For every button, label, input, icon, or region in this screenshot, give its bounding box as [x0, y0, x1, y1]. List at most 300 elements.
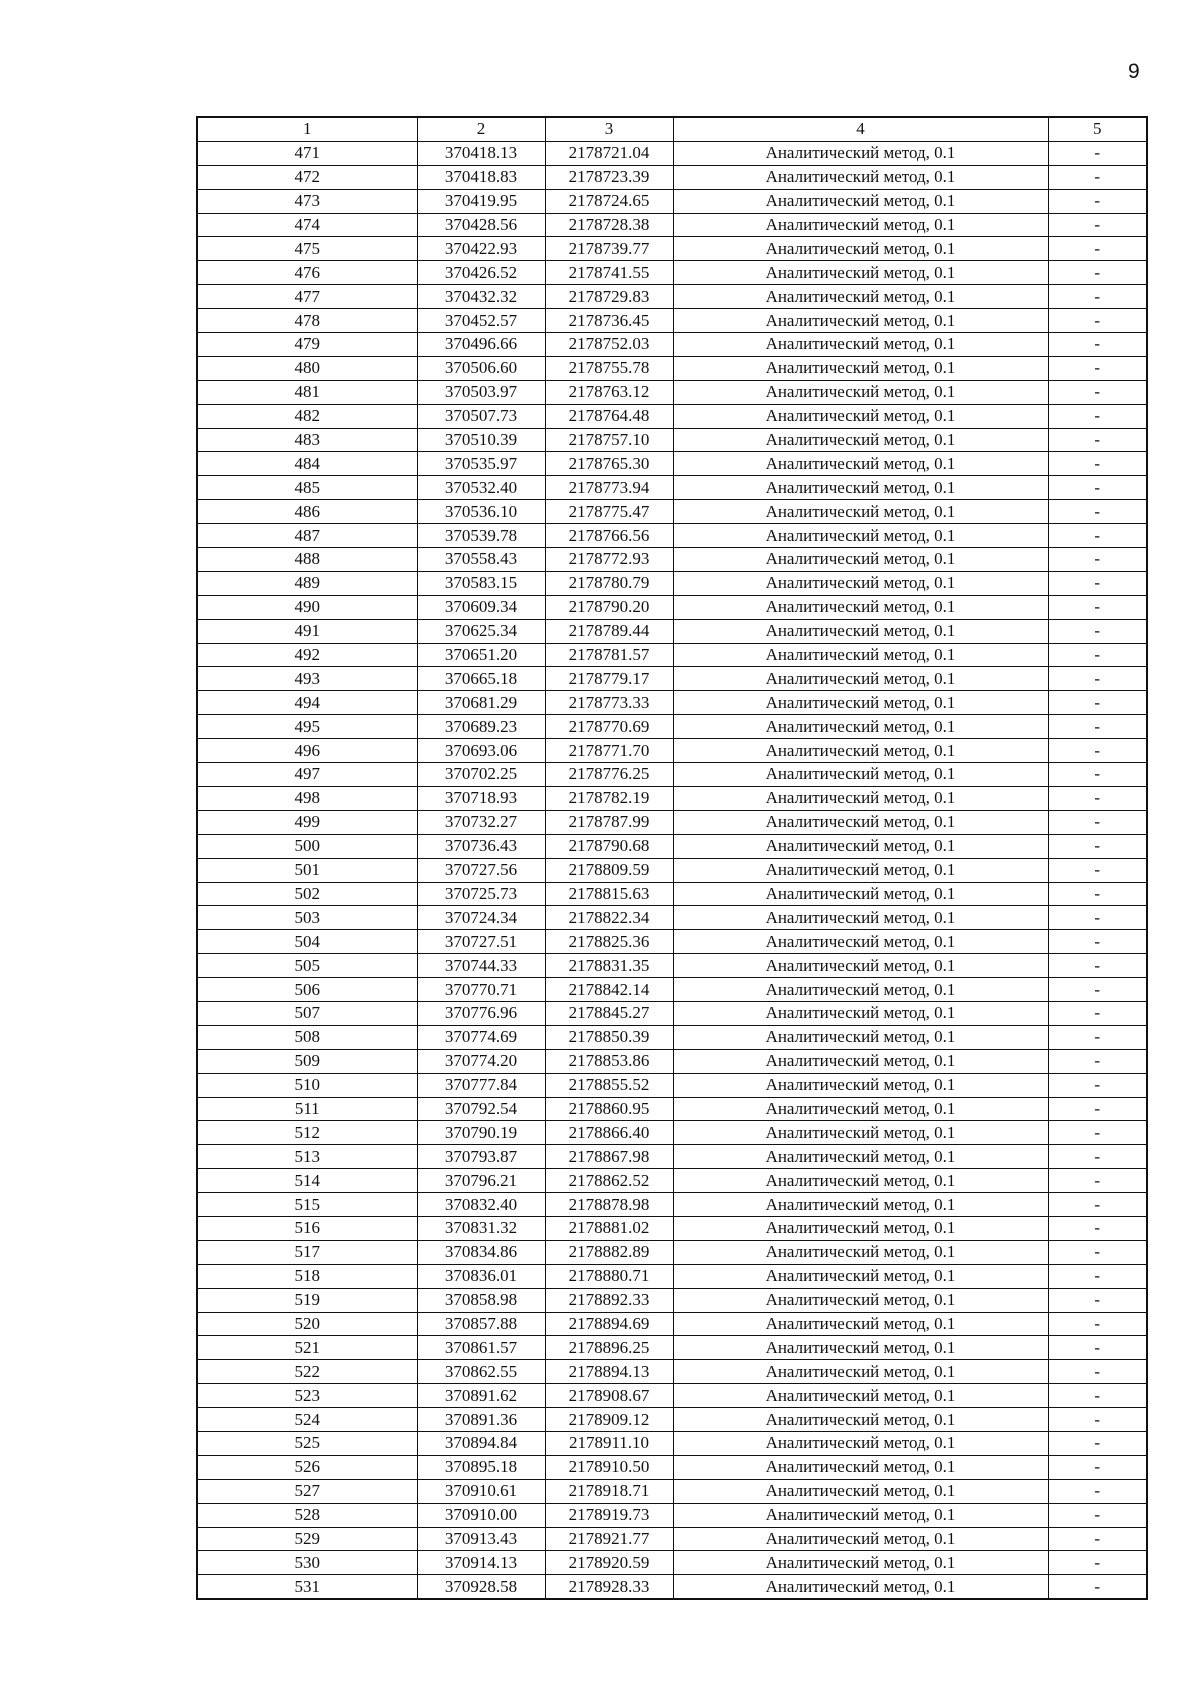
- point-number-cell: 480: [197, 356, 417, 380]
- x-coordinate-cell: 370776.96: [417, 1001, 545, 1025]
- y-coordinate-cell: 2178782.19: [545, 786, 673, 810]
- table-row: [197, 1121, 1147, 1145]
- point-number-cell: 526: [197, 1455, 417, 1479]
- table-row: [197, 810, 1147, 834]
- y-coordinate-cell: 2178894.69: [545, 1312, 673, 1336]
- method-cell: Аналитический метод, 0.1: [673, 882, 1048, 906]
- x-coordinate-cell: 370419.95: [417, 189, 545, 213]
- y-coordinate-cell: 2178729.83: [545, 285, 673, 309]
- method-cell: Аналитический метод, 0.1: [673, 1575, 1048, 1599]
- note-cell: -: [1048, 1073, 1147, 1097]
- method-cell: Аналитический метод, 0.1: [673, 1455, 1048, 1479]
- point-number-cell: 482: [197, 404, 417, 428]
- point-number-cell: 488: [197, 548, 417, 572]
- method-cell: Аналитический метод, 0.1: [673, 571, 1048, 595]
- table-row: [197, 1527, 1147, 1551]
- method-cell: Аналитический метод, 0.1: [673, 404, 1048, 428]
- table-row: [197, 1503, 1147, 1527]
- point-number-cell: 478: [197, 309, 417, 333]
- point-number-cell: 523: [197, 1384, 417, 1408]
- x-coordinate-cell: 370894.84: [417, 1431, 545, 1455]
- table-row: [197, 1001, 1147, 1025]
- method-cell: Аналитический метод, 0.1: [673, 786, 1048, 810]
- coordinates-table: [196, 116, 1148, 1600]
- table-row: [197, 1073, 1147, 1097]
- x-coordinate-cell: 370418.83: [417, 165, 545, 189]
- note-cell: -: [1048, 1312, 1147, 1336]
- point-number-cell: 474: [197, 213, 417, 237]
- y-coordinate-cell: 2178773.94: [545, 476, 673, 500]
- y-coordinate-cell: 2178770.69: [545, 715, 673, 739]
- point-number-cell: 530: [197, 1551, 417, 1575]
- method-cell: Аналитический метод, 0.1: [673, 667, 1048, 691]
- note-cell: -: [1048, 356, 1147, 380]
- x-coordinate-cell: 370665.18: [417, 667, 545, 691]
- point-number-cell: 513: [197, 1145, 417, 1169]
- table-row: [197, 882, 1147, 906]
- table-body: [197, 141, 1147, 1599]
- x-coordinate-cell: 370432.32: [417, 285, 545, 309]
- point-number-cell: 521: [197, 1336, 417, 1360]
- y-coordinate-cell: 2178896.25: [545, 1336, 673, 1360]
- x-coordinate-cell: 370792.54: [417, 1097, 545, 1121]
- method-cell: Аналитический метод, 0.1: [673, 380, 1048, 404]
- table-row: [197, 906, 1147, 930]
- x-coordinate-cell: 370625.34: [417, 619, 545, 643]
- table-row: [197, 261, 1147, 285]
- x-coordinate-cell: 370832.40: [417, 1193, 545, 1217]
- table-row: [197, 189, 1147, 213]
- y-coordinate-cell: 2178763.12: [545, 380, 673, 404]
- note-cell: -: [1048, 786, 1147, 810]
- y-coordinate-cell: 2178845.27: [545, 1001, 673, 1025]
- method-cell: Аналитический метод, 0.1: [673, 476, 1048, 500]
- table-row: [197, 500, 1147, 524]
- point-number-cell: 528: [197, 1503, 417, 1527]
- table-row: [197, 1049, 1147, 1073]
- x-coordinate-cell: 370774.69: [417, 1025, 545, 1049]
- note-cell: -: [1048, 428, 1147, 452]
- point-number-cell: 517: [197, 1240, 417, 1264]
- note-cell: -: [1048, 1169, 1147, 1193]
- method-cell: Аналитический метод, 0.1: [673, 1503, 1048, 1527]
- point-number-cell: 525: [197, 1431, 417, 1455]
- method-cell: Аналитический метод, 0.1: [673, 1336, 1048, 1360]
- note-cell: -: [1048, 213, 1147, 237]
- y-coordinate-cell: 2178815.63: [545, 882, 673, 906]
- point-number-cell: 473: [197, 189, 417, 213]
- note-cell: -: [1048, 548, 1147, 572]
- x-coordinate-cell: 370895.18: [417, 1455, 545, 1479]
- table-row: [197, 548, 1147, 572]
- point-number-cell: 501: [197, 858, 417, 882]
- column-header-3: 3: [545, 117, 673, 141]
- table-header-row: [197, 117, 1147, 141]
- y-coordinate-cell: 2178892.33: [545, 1288, 673, 1312]
- point-number-cell: 510: [197, 1073, 417, 1097]
- point-number-cell: 509: [197, 1049, 417, 1073]
- note-cell: -: [1048, 380, 1147, 404]
- x-coordinate-cell: 370536.10: [417, 500, 545, 524]
- y-coordinate-cell: 2178850.39: [545, 1025, 673, 1049]
- table-row: [197, 428, 1147, 452]
- note-cell: -: [1048, 1455, 1147, 1479]
- table-row: [197, 786, 1147, 810]
- note-cell: -: [1048, 333, 1147, 357]
- note-cell: -: [1048, 1193, 1147, 1217]
- table-row: [197, 141, 1147, 165]
- note-cell: -: [1048, 261, 1147, 285]
- method-cell: Аналитический метод, 0.1: [673, 906, 1048, 930]
- point-number-cell: 475: [197, 237, 417, 261]
- table-row: [197, 1455, 1147, 1479]
- point-number-cell: 493: [197, 667, 417, 691]
- point-number-cell: 500: [197, 834, 417, 858]
- note-cell: -: [1048, 1503, 1147, 1527]
- table-row: [197, 1025, 1147, 1049]
- note-cell: -: [1048, 237, 1147, 261]
- point-number-cell: 502: [197, 882, 417, 906]
- method-cell: Аналитический метод, 0.1: [673, 1479, 1048, 1503]
- point-number-cell: 524: [197, 1408, 417, 1432]
- y-coordinate-cell: 2178880.71: [545, 1264, 673, 1288]
- point-number-cell: 484: [197, 452, 417, 476]
- note-cell: -: [1048, 1025, 1147, 1049]
- x-coordinate-cell: 370507.73: [417, 404, 545, 428]
- method-cell: Аналитический метод, 0.1: [673, 237, 1048, 261]
- note-cell: -: [1048, 882, 1147, 906]
- x-coordinate-cell: 370532.40: [417, 476, 545, 500]
- y-coordinate-cell: 2178764.48: [545, 404, 673, 428]
- y-coordinate-cell: 2178862.52: [545, 1169, 673, 1193]
- point-number-cell: 507: [197, 1001, 417, 1025]
- table-row: [197, 165, 1147, 189]
- table-row: [197, 1264, 1147, 1288]
- note-cell: -: [1048, 285, 1147, 309]
- x-coordinate-cell: 370503.97: [417, 380, 545, 404]
- y-coordinate-cell: 2178894.13: [545, 1360, 673, 1384]
- y-coordinate-cell: 2178723.39: [545, 165, 673, 189]
- note-cell: -: [1048, 1408, 1147, 1432]
- point-number-cell: 479: [197, 333, 417, 357]
- x-coordinate-cell: 370418.13: [417, 141, 545, 165]
- method-cell: Аналитический метод, 0.1: [673, 1169, 1048, 1193]
- point-number-cell: 512: [197, 1121, 417, 1145]
- y-coordinate-cell: 2178842.14: [545, 978, 673, 1002]
- method-cell: Аналитический метод, 0.1: [673, 1551, 1048, 1575]
- table-row: [197, 333, 1147, 357]
- method-cell: Аналитический метод, 0.1: [673, 309, 1048, 333]
- method-cell: Аналитический метод, 0.1: [673, 1073, 1048, 1097]
- x-coordinate-cell: 370831.32: [417, 1216, 545, 1240]
- note-cell: -: [1048, 1575, 1147, 1599]
- method-cell: Аналитический метод, 0.1: [673, 500, 1048, 524]
- x-coordinate-cell: 370428.56: [417, 213, 545, 237]
- note-cell: -: [1048, 141, 1147, 165]
- point-number-cell: 503: [197, 906, 417, 930]
- point-number-cell: 515: [197, 1193, 417, 1217]
- table-row: [197, 356, 1147, 380]
- y-coordinate-cell: 2178928.33: [545, 1575, 673, 1599]
- table-row: [197, 763, 1147, 787]
- y-coordinate-cell: 2178771.70: [545, 739, 673, 763]
- table-row: [197, 309, 1147, 333]
- table-row: [197, 715, 1147, 739]
- x-coordinate-cell: 370681.29: [417, 691, 545, 715]
- point-number-cell: 519: [197, 1288, 417, 1312]
- note-cell: -: [1048, 930, 1147, 954]
- point-number-cell: 520: [197, 1312, 417, 1336]
- table-row: [197, 452, 1147, 476]
- method-cell: Аналитический метод, 0.1: [673, 954, 1048, 978]
- x-coordinate-cell: 370736.43: [417, 834, 545, 858]
- point-number-cell: 506: [197, 978, 417, 1002]
- method-cell: Аналитический метод, 0.1: [673, 356, 1048, 380]
- table-row: [197, 1193, 1147, 1217]
- point-number-cell: 498: [197, 786, 417, 810]
- x-coordinate-cell: 370914.13: [417, 1551, 545, 1575]
- x-coordinate-cell: 370913.43: [417, 1527, 545, 1551]
- table-row: [197, 858, 1147, 882]
- point-number-cell: 511: [197, 1097, 417, 1121]
- note-cell: -: [1048, 165, 1147, 189]
- x-coordinate-cell: 370891.36: [417, 1408, 545, 1432]
- method-cell: Аналитический метод, 0.1: [673, 715, 1048, 739]
- method-cell: Аналитический метод, 0.1: [673, 739, 1048, 763]
- table-row: [197, 1097, 1147, 1121]
- point-number-cell: 496: [197, 739, 417, 763]
- y-coordinate-cell: 2178881.02: [545, 1216, 673, 1240]
- table-row: [197, 978, 1147, 1002]
- point-number-cell: 529: [197, 1527, 417, 1551]
- x-coordinate-cell: 370770.71: [417, 978, 545, 1002]
- y-coordinate-cell: 2178921.77: [545, 1527, 673, 1551]
- x-coordinate-cell: 370910.00: [417, 1503, 545, 1527]
- point-number-cell: 494: [197, 691, 417, 715]
- note-cell: -: [1048, 571, 1147, 595]
- y-coordinate-cell: 2178790.68: [545, 834, 673, 858]
- note-cell: -: [1048, 1145, 1147, 1169]
- x-coordinate-cell: 370510.39: [417, 428, 545, 452]
- note-cell: -: [1048, 476, 1147, 500]
- method-cell: Аналитический метод, 0.1: [673, 763, 1048, 787]
- table-row: [197, 213, 1147, 237]
- x-coordinate-cell: 370777.84: [417, 1073, 545, 1097]
- table-row: [197, 595, 1147, 619]
- y-coordinate-cell: 2178919.73: [545, 1503, 673, 1527]
- point-number-cell: 522: [197, 1360, 417, 1384]
- x-coordinate-cell: 370857.88: [417, 1312, 545, 1336]
- note-cell: -: [1048, 691, 1147, 715]
- method-cell: Аналитический метод, 0.1: [673, 1384, 1048, 1408]
- point-number-cell: 514: [197, 1169, 417, 1193]
- y-coordinate-cell: 2178772.93: [545, 548, 673, 572]
- y-coordinate-cell: 2178721.04: [545, 141, 673, 165]
- y-coordinate-cell: 2178780.79: [545, 571, 673, 595]
- y-coordinate-cell: 2178787.99: [545, 810, 673, 834]
- method-cell: Аналитический метод, 0.1: [673, 1312, 1048, 1336]
- table-row: [197, 930, 1147, 954]
- y-coordinate-cell: 2178789.44: [545, 619, 673, 643]
- note-cell: -: [1048, 500, 1147, 524]
- y-coordinate-cell: 2178866.40: [545, 1121, 673, 1145]
- note-cell: -: [1048, 1216, 1147, 1240]
- note-cell: -: [1048, 834, 1147, 858]
- x-coordinate-cell: 370727.51: [417, 930, 545, 954]
- point-number-cell: 505: [197, 954, 417, 978]
- note-cell: -: [1048, 1336, 1147, 1360]
- point-number-cell: 487: [197, 524, 417, 548]
- note-cell: -: [1048, 1360, 1147, 1384]
- note-cell: -: [1048, 1479, 1147, 1503]
- y-coordinate-cell: 2178918.71: [545, 1479, 673, 1503]
- point-number-cell: 489: [197, 571, 417, 595]
- method-cell: Аналитический метод, 0.1: [673, 1288, 1048, 1312]
- method-cell: Аналитический метод, 0.1: [673, 213, 1048, 237]
- point-number-cell: 527: [197, 1479, 417, 1503]
- method-cell: Аналитический метод, 0.1: [673, 1216, 1048, 1240]
- y-coordinate-cell: 2178910.50: [545, 1455, 673, 1479]
- method-cell: Аналитический метод, 0.1: [673, 165, 1048, 189]
- note-cell: -: [1048, 619, 1147, 643]
- table-row: [197, 643, 1147, 667]
- y-coordinate-cell: 2178724.65: [545, 189, 673, 213]
- table-row: [197, 619, 1147, 643]
- point-number-cell: 508: [197, 1025, 417, 1049]
- note-cell: -: [1048, 954, 1147, 978]
- note-cell: -: [1048, 309, 1147, 333]
- table-row: [197, 404, 1147, 428]
- y-coordinate-cell: 2178822.34: [545, 906, 673, 930]
- point-number-cell: 497: [197, 763, 417, 787]
- method-cell: Аналитический метод, 0.1: [673, 1360, 1048, 1384]
- x-coordinate-cell: 370725.73: [417, 882, 545, 906]
- x-coordinate-cell: 370724.34: [417, 906, 545, 930]
- method-cell: Аналитический метод, 0.1: [673, 189, 1048, 213]
- x-coordinate-cell: 370689.23: [417, 715, 545, 739]
- note-cell: -: [1048, 595, 1147, 619]
- y-coordinate-cell: 2178790.20: [545, 595, 673, 619]
- table-row: [197, 1169, 1147, 1193]
- note-cell: -: [1048, 643, 1147, 667]
- point-number-cell: 483: [197, 428, 417, 452]
- table-row: [197, 1240, 1147, 1264]
- table-row: [197, 1408, 1147, 1432]
- x-coordinate-cell: 370693.06: [417, 739, 545, 763]
- y-coordinate-cell: 2178831.35: [545, 954, 673, 978]
- note-cell: -: [1048, 452, 1147, 476]
- method-cell: Аналитический метод, 0.1: [673, 141, 1048, 165]
- note-cell: -: [1048, 1264, 1147, 1288]
- x-coordinate-cell: 370539.78: [417, 524, 545, 548]
- note-cell: -: [1048, 1097, 1147, 1121]
- table-row: [197, 1384, 1147, 1408]
- table-row: [197, 1551, 1147, 1575]
- y-coordinate-cell: 2178909.12: [545, 1408, 673, 1432]
- method-cell: Аналитический метод, 0.1: [673, 1145, 1048, 1169]
- method-cell: Аналитический метод, 0.1: [673, 1527, 1048, 1551]
- x-coordinate-cell: 370796.21: [417, 1169, 545, 1193]
- method-cell: Аналитический метод, 0.1: [673, 834, 1048, 858]
- x-coordinate-cell: 370506.60: [417, 356, 545, 380]
- note-cell: -: [1048, 1049, 1147, 1073]
- point-number-cell: 516: [197, 1216, 417, 1240]
- note-cell: -: [1048, 524, 1147, 548]
- x-coordinate-cell: 370928.58: [417, 1575, 545, 1599]
- table-row: [197, 1360, 1147, 1384]
- x-coordinate-cell: 370744.33: [417, 954, 545, 978]
- point-number-cell: 504: [197, 930, 417, 954]
- table-row: [197, 237, 1147, 261]
- y-coordinate-cell: 2178867.98: [545, 1145, 673, 1169]
- column-header-5: 5: [1048, 117, 1147, 141]
- note-cell: -: [1048, 404, 1147, 428]
- table-row: [197, 1479, 1147, 1503]
- x-coordinate-cell: 370452.57: [417, 309, 545, 333]
- table-row: [197, 1312, 1147, 1336]
- y-coordinate-cell: 2178766.56: [545, 524, 673, 548]
- y-coordinate-cell: 2178781.57: [545, 643, 673, 667]
- y-coordinate-cell: 2178765.30: [545, 452, 673, 476]
- note-cell: -: [1048, 1121, 1147, 1145]
- x-coordinate-cell: 370834.86: [417, 1240, 545, 1264]
- x-coordinate-cell: 370858.98: [417, 1288, 545, 1312]
- method-cell: Аналитический метод, 0.1: [673, 548, 1048, 572]
- point-number-cell: 471: [197, 141, 417, 165]
- note-cell: -: [1048, 189, 1147, 213]
- x-coordinate-cell: 370609.34: [417, 595, 545, 619]
- table-row: [197, 1288, 1147, 1312]
- note-cell: -: [1048, 978, 1147, 1002]
- point-number-cell: 477: [197, 285, 417, 309]
- point-number-cell: 476: [197, 261, 417, 285]
- y-coordinate-cell: 2178855.52: [545, 1073, 673, 1097]
- y-coordinate-cell: 2178860.95: [545, 1097, 673, 1121]
- method-cell: Аналитический метод, 0.1: [673, 524, 1048, 548]
- note-cell: -: [1048, 1431, 1147, 1455]
- y-coordinate-cell: 2178728.38: [545, 213, 673, 237]
- note-cell: -: [1048, 1384, 1147, 1408]
- note-cell: -: [1048, 810, 1147, 834]
- note-cell: -: [1048, 1001, 1147, 1025]
- y-coordinate-cell: 2178908.67: [545, 1384, 673, 1408]
- column-header-4: 4: [673, 117, 1048, 141]
- table-row: [197, 476, 1147, 500]
- method-cell: Аналитический метод, 0.1: [673, 643, 1048, 667]
- method-cell: Аналитический метод, 0.1: [673, 930, 1048, 954]
- x-coordinate-cell: 370426.52: [417, 261, 545, 285]
- method-cell: Аналитический метод, 0.1: [673, 1193, 1048, 1217]
- y-coordinate-cell: 2178882.89: [545, 1240, 673, 1264]
- method-cell: Аналитический метод, 0.1: [673, 858, 1048, 882]
- y-coordinate-cell: 2178757.10: [545, 428, 673, 452]
- point-number-cell: 472: [197, 165, 417, 189]
- table-row: [197, 691, 1147, 715]
- note-cell: -: [1048, 1240, 1147, 1264]
- column-header-1: 1: [197, 117, 417, 141]
- x-coordinate-cell: 370732.27: [417, 810, 545, 834]
- table-row: [197, 1575, 1147, 1599]
- table-row: [197, 1216, 1147, 1240]
- method-cell: Аналитический метод, 0.1: [673, 619, 1048, 643]
- table-row: [197, 285, 1147, 309]
- method-cell: Аналитический метод, 0.1: [673, 595, 1048, 619]
- method-cell: Аналитический метод, 0.1: [673, 428, 1048, 452]
- x-coordinate-cell: 370718.93: [417, 786, 545, 810]
- x-coordinate-cell: 370910.61: [417, 1479, 545, 1503]
- note-cell: -: [1048, 667, 1147, 691]
- x-coordinate-cell: 370535.97: [417, 452, 545, 476]
